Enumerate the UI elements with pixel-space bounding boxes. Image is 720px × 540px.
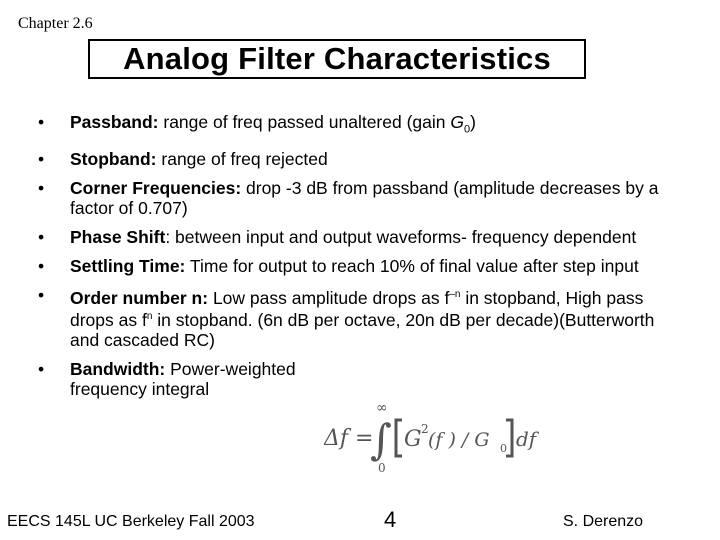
bullet-dot: • bbox=[38, 177, 45, 198]
bullet-dot: • bbox=[38, 148, 45, 169]
bandwidth-formula bbox=[324, 400, 544, 476]
bullet-term: Settling Time: bbox=[70, 255, 186, 276]
formula-g0-sub: 0 bbox=[500, 442, 507, 455]
bullet-term: Passband: bbox=[70, 112, 159, 132]
bullet-stopband bbox=[38, 149, 678, 169]
integral-lower-limit: 0 bbox=[378, 461, 386, 475]
footer-author: S. Derenzo bbox=[563, 513, 644, 530]
bullet-phase-shift bbox=[38, 227, 678, 247]
bullet-text: Time for output to reach 10% of final value after step input bbox=[185, 255, 639, 276]
bullet-dot: • bbox=[38, 255, 45, 276]
bullet-text: Low pass amplitude drops as f bbox=[208, 287, 450, 308]
exponent-n: n bbox=[146, 311, 153, 323]
bullet-order-number bbox=[38, 285, 678, 351]
bullet-tail: ) bbox=[470, 112, 476, 132]
chapter-label: Chapter 2.6 bbox=[18, 15, 93, 32]
bullet-term: Corner Frequencies: bbox=[70, 177, 242, 198]
bullet-term: Stopband: bbox=[70, 148, 157, 169]
bullet-dot: • bbox=[38, 226, 45, 247]
bullet-text: drop -3 dB from passband (amplitude decreases by a factor of 0.707) bbox=[70, 177, 659, 218]
bullet-text: in stopband. (6n dB per octave, 20n dB per decade)(Butterworth and cascaded RC) bbox=[70, 310, 655, 351]
bullet-corner-frequencies bbox=[38, 178, 678, 218]
bullet-bandwidth bbox=[38, 359, 370, 399]
bullet-text: : between input and output waveforms- frequency dependent bbox=[165, 226, 637, 247]
bullet-settling-time bbox=[38, 256, 678, 276]
exponent-neg-n: –n bbox=[449, 288, 461, 300]
bullet-text: in stopband, High pass drops as f bbox=[70, 287, 644, 331]
integral-upper-limit: ∞ bbox=[376, 400, 388, 416]
bullet-list bbox=[38, 112, 678, 408]
left-bracket-icon bbox=[396, 420, 402, 456]
bullet-dot: • bbox=[38, 284, 45, 305]
gain-variable: G bbox=[450, 112, 464, 132]
formula-g: G bbox=[404, 427, 422, 452]
slide-title bbox=[88, 39, 586, 79]
integral-sign: ∫ bbox=[370, 415, 392, 464]
bullet-passband bbox=[38, 112, 678, 140]
footer-course: EECS 145L UC Berkeley Fall 2003 bbox=[7, 513, 255, 530]
bullet-text: range of freq rejected bbox=[156, 148, 328, 169]
bullet-dot: • bbox=[38, 112, 45, 132]
footer-page-number: 4 bbox=[384, 507, 397, 532]
gain-subscript: 0 bbox=[464, 123, 471, 136]
bullet-term: Phase Shift bbox=[70, 226, 166, 247]
bullet-term: Order number n: bbox=[70, 287, 209, 308]
bullet-term: Bandwidth: bbox=[70, 359, 166, 380]
bullet-text: Power-weighted frequency integral bbox=[70, 359, 296, 400]
bullet-text: range of freq passed unaltered (gain bbox=[158, 112, 451, 132]
formula-sq: 2 bbox=[421, 422, 429, 436]
formula-lhs: Δf = bbox=[324, 426, 374, 451]
slide-title-text: Analog Filter Characteristics bbox=[123, 41, 551, 76]
bullet-dot: • bbox=[38, 359, 45, 380]
formula-arg: (f ) / G bbox=[428, 429, 490, 451]
formula-df: df bbox=[516, 427, 537, 451]
